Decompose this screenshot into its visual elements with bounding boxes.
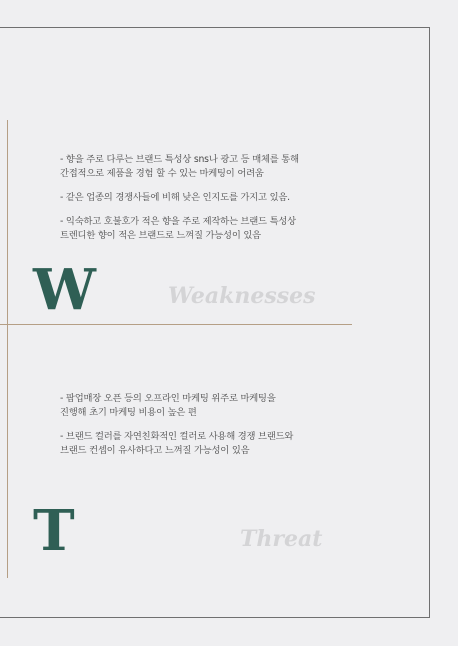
threat-title: Threat: [240, 526, 323, 552]
weakness-list: [60, 153, 360, 253]
vertical-divider: [7, 120, 8, 578]
weakness-item-2: - 같은 업종의 경쟁사들에 비해 낮은 인지도를 가지고 있음.: [60, 192, 290, 203]
threat-item-1: - 팝업매장 오픈 등의 오프라인 마케팅 위주로 마케팅을 진행해 초기 마케팅 비용이 높은 편: [60, 393, 276, 418]
horizontal-divider: [0, 324, 352, 325]
weakness-item-1: - 향을 주로 다루는 브랜드 특성상 sns나 광고 등 매체를 통해 간접적으로 제품을 경험 할 수 있는 마케팅이 어려움: [60, 154, 299, 179]
threat-list: [60, 392, 360, 468]
weakness-letter: W: [33, 257, 96, 323]
weakness-item-3: - 익숙하고 호불호가 적은 향을 주로 제작하는 브랜드 특성상 트렌디한 향이 적은 브랜드로 느껴질 가능성이 있음: [60, 216, 296, 241]
threat-item-2: - 브랜드 컬러를 자연친화적인 컬러로 사용해 경쟁 브랜드와 브랜드 컨셉이 유사하다고 느껴질 가능성이 있음: [60, 431, 294, 456]
threat-letter: T: [33, 498, 75, 564]
weakness-title: Weaknesses: [168, 283, 316, 309]
